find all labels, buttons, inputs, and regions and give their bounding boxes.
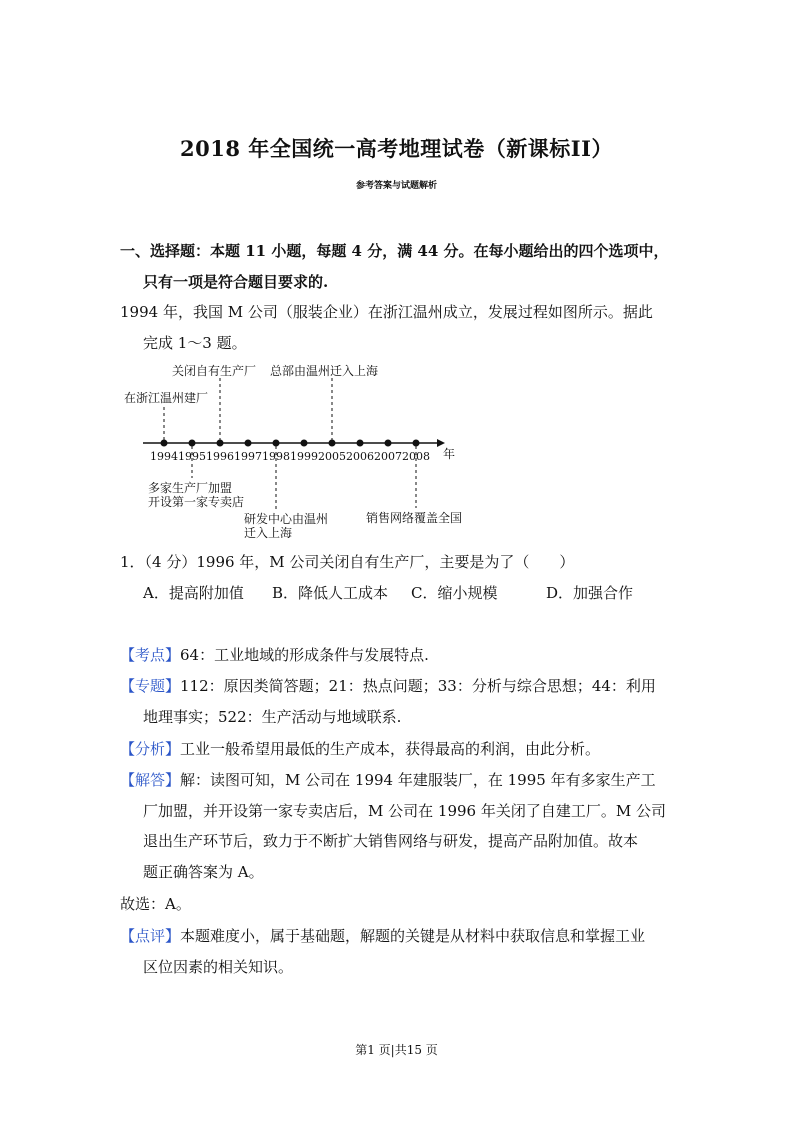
timeline-arrow bbox=[437, 439, 445, 447]
section-heading-line2: 只有一项是符合题目要求的. bbox=[143, 273, 329, 291]
event-1996: 关闭自有生产厂 bbox=[172, 364, 257, 378]
kaodian-row bbox=[120, 644, 429, 665]
timeline-dot bbox=[357, 440, 364, 447]
year-label: 2006 bbox=[346, 450, 374, 463]
jieda-text-line1: 解：读图可知，M 公司在 1994 年建服装厂，在 1995 年有多家生产工 bbox=[180, 771, 656, 789]
kaodian-text: 64：工业地域的形成条件与发展特点. bbox=[180, 646, 429, 664]
timeline-dot bbox=[385, 440, 392, 447]
page-title: 2018 年全国统一高考地理试卷（新课标II） bbox=[180, 136, 613, 161]
event-1998-line2: 迁入上海 bbox=[244, 526, 293, 540]
timeline-dot bbox=[161, 440, 168, 447]
event-2008: 销售网络覆盖全国 bbox=[366, 511, 463, 525]
option-b: B．降低人工成本 bbox=[272, 584, 389, 602]
event-1998-line1: 研发中心由温州 bbox=[244, 512, 329, 526]
zhuanti-tag: 【专题】 bbox=[120, 677, 181, 695]
section-heading-line1: 一、选择题：本题 11 小题，每题 4 分，满 44 分。在每小题给出的四个选项中， bbox=[120, 242, 669, 260]
fenxi-text: 工业一般希望用最低的生产成本，获得最高的利润，由此分析。 bbox=[180, 740, 601, 758]
answer-line: 故选：A。 bbox=[120, 895, 191, 913]
timeline-dot bbox=[329, 440, 336, 447]
jieda-tag: 【解答】 bbox=[120, 771, 181, 789]
fenxi-tag: 【分析】 bbox=[120, 740, 181, 758]
event-1994: 在浙江温州建厂 bbox=[124, 391, 209, 405]
timeline-dot bbox=[413, 440, 420, 447]
year-unit: 年 bbox=[443, 447, 456, 461]
zhuanti-row bbox=[120, 675, 656, 696]
zhuanti-text-line1: 112：原因类简答题；21：热点问题；33：分析与综合思想；44：利用 bbox=[180, 677, 656, 695]
timeline-dot bbox=[245, 440, 252, 447]
event-2005: 总部由温州迁入上海 bbox=[270, 364, 379, 378]
year-label: 2005 bbox=[318, 450, 346, 463]
year-label: 2007 bbox=[374, 450, 402, 463]
option-d: D．加强合作 bbox=[546, 584, 634, 602]
fenxi-row bbox=[120, 738, 600, 759]
kaodian-tag: 【考点】 bbox=[120, 646, 181, 664]
dianping-text-line1: 本题难度小，属于基础题，解题的关键是从材料中获取信息和掌握工业 bbox=[180, 927, 646, 945]
page-number: 第1 页|共15 页 bbox=[355, 1043, 438, 1057]
option-a: A．提高附加值 bbox=[143, 584, 244, 602]
timeline-year-labels bbox=[150, 446, 455, 463]
year-label: 1997 bbox=[234, 450, 262, 463]
jieda-text-line3: 退出生产环节后，致力于不断扩大销售网络与研发，提高产品附加值。故本 bbox=[143, 832, 639, 850]
page-subtitle: 参考答案与试题解析 bbox=[355, 181, 437, 191]
year-label: 1995 bbox=[178, 450, 206, 463]
jieda-text-line4: 题正确答案为 A。 bbox=[143, 863, 264, 881]
timeline-dot bbox=[189, 440, 196, 447]
dianping-text-line2: 区位因素的相关知识。 bbox=[143, 958, 294, 976]
timeline-dot bbox=[217, 440, 224, 447]
timeline-dot bbox=[301, 440, 308, 447]
year-label: 1999 bbox=[290, 450, 318, 463]
jieda-text-line2: 厂加盟，并开设第一家专卖店后，M 公司在 1996 年关闭了自建工厂。M 公司 bbox=[143, 802, 666, 820]
option-c: C．缩小规模 bbox=[411, 584, 498, 602]
question-stem: 1．（4 分）1996 年，M 公司关闭自有生产厂，主要是为了（ ） bbox=[120, 553, 575, 571]
dianping-row bbox=[120, 925, 645, 946]
jieda-row bbox=[120, 769, 656, 790]
intro-line2: 完成 1～3 题。 bbox=[143, 334, 247, 352]
zhuanti-text-line2: 地理事实；522：生产活动与地域联系. bbox=[143, 708, 402, 726]
dianping-tag: 【点评】 bbox=[120, 927, 181, 945]
timeline-dot bbox=[273, 440, 280, 447]
intro-line1: 1994 年，我国 M 公司（服装企业）在浙江温州成立，发展过程如图所示。据此 bbox=[120, 303, 653, 321]
event-1995-line2: 开设第一家专卖店 bbox=[148, 495, 245, 509]
year-label: 1994 bbox=[150, 450, 178, 463]
event-1995-line1: 多家生产厂加盟 bbox=[148, 481, 233, 495]
year-label: 1998 bbox=[262, 450, 290, 463]
year-label: 2008 bbox=[402, 450, 430, 463]
year-label: 1996 bbox=[206, 450, 234, 463]
timeline-figure bbox=[0, 0, 793, 560]
